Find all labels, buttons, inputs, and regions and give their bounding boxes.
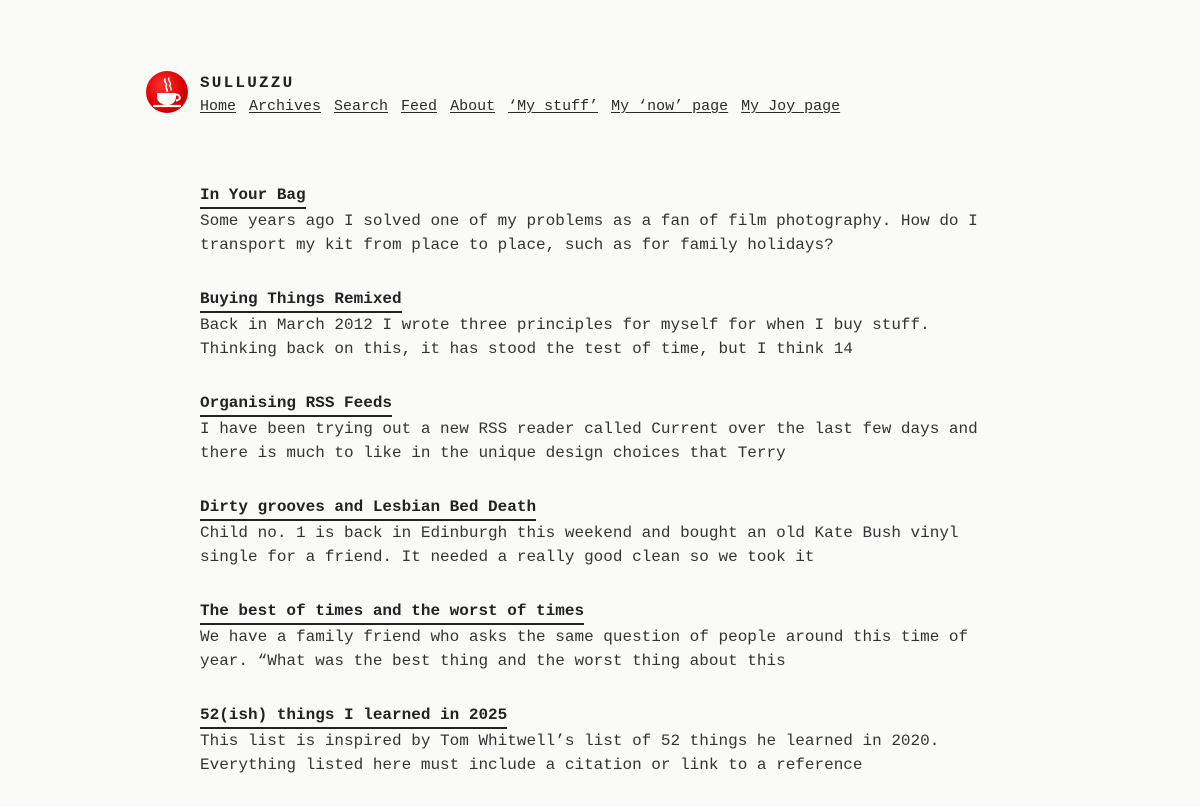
- post-excerpt: Child no. 1 is back in Edinburgh this weekend and bought an old Kate Bush vinyl single for a friend. It needed a really good clean so we took it: [200, 524, 959, 566]
- post-item: [200, 287, 990, 391]
- post-title-link[interactable]: In Your Bag: [200, 183, 306, 209]
- nav-now-page-link[interactable]: My ‘now’ page: [611, 98, 729, 115]
- post-item: [200, 183, 990, 287]
- post-excerpt: Back in March 2012 I wrote three principles for myself for when I buy stuff. Thinking back on this, it has stood the test of time, but I think 14: [200, 316, 930, 358]
- nav-search-link[interactable]: Search: [334, 98, 389, 115]
- post-excerpt: This list is inspired by Tom Whitwell’s list of 52 things he learned in 2020. Everything listed here must include a citation or link to a reference: [200, 732, 940, 774]
- nav-about-link[interactable]: About: [450, 98, 496, 115]
- nav-feed-link[interactable]: Feed: [401, 98, 438, 115]
- post-item: [200, 495, 990, 599]
- post-excerpt: Some years ago I solved one of my problems as a fan of film photography. How do I transport my kit from place to place, such as for family holidays?: [200, 212, 978, 254]
- post-item: [200, 391, 990, 495]
- post-item: [200, 599, 990, 703]
- post-excerpt: We have a family friend who asks the same question of people around this time of year. “What was the best thing and the worst thing about this: [200, 628, 969, 670]
- main-navigation: [200, 98, 840, 116]
- coffee-cup-icon: [146, 71, 188, 113]
- nav-archives-link[interactable]: Archives: [249, 98, 322, 115]
- post-list: [200, 183, 990, 807]
- nav-my-stuff-link[interactable]: ‘My stuff’: [508, 98, 599, 115]
- nav-joy-page-link[interactable]: My Joy page: [741, 98, 841, 115]
- post-title-link[interactable]: Buying Things Remixed: [200, 287, 402, 313]
- post-excerpt: I have been trying out a new RSS reader called Current over the last few days and there is much to like in the unique design choices that Terry: [200, 420, 978, 462]
- nav-home-link[interactable]: Home: [200, 98, 237, 115]
- site-title[interactable]: SULLUZZU: [200, 74, 295, 92]
- post-title-link[interactable]: Dirty grooves and Lesbian Bed Death: [200, 495, 536, 521]
- post-title-link[interactable]: Organising RSS Feeds: [200, 391, 392, 417]
- post-title-link[interactable]: 52(ish) things I learned in 2025: [200, 703, 507, 729]
- site-logo[interactable]: [146, 71, 188, 113]
- post-item: [200, 703, 990, 807]
- post-title-link[interactable]: The best of times and the worst of times: [200, 599, 584, 625]
